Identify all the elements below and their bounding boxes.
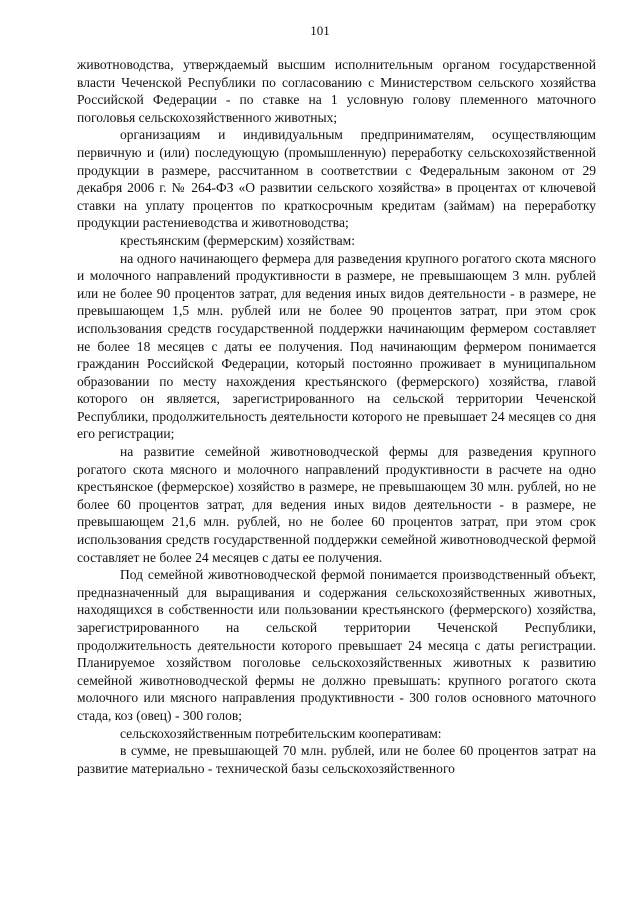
body-text — [77, 56, 596, 777]
page-number: 101 — [310, 23, 330, 38]
paragraph-3: крестьянским (фермерским) хозяйствам: — [120, 232, 356, 248]
paragraph-5: на развитие семейной животноводческой фермы для разведения крупного рогатого скота мясного и молочного направлений продуктивности в расчете на одно крестьянское (фермерское) хозяйство в размере, не превышающем 30 млн. рублей, но не более 60 процентов затрат, для ведения иных видов деятельности - в размере, не превышающем 21,6 млн. рублей, но не более 60 процентов затрат, при этом срок использования средств государственной поддержки семейной животноводческой фермой составляет не более 24 месяцев с даты ее получения. — [77, 444, 596, 565]
paragraph-8: в сумме, не превышающей 70 млн. рублей, или не более 60 процентов затрат на развитие материально - технической базы сельскохозяйственного — [77, 743, 596, 776]
paragraph-4: на одного начинающего фермера для разведения крупного рогатого скота мясного и молочного направлений продуктивности в размере, не превышающем 3 млн. рублей или не более 90 процентов затрат, для ведения иных видов деятельности - в размере, не превышающем 1,5 млн. рублей или не более 90 процентов затрат, при этом срок использования средств государственной поддержки начинающим фермером составляет не более 18 месяцев с даты ее получения. Под начинающим фермером понимается гражданин Российской Федерации, который постоянно проживает в муниципальном образовании по месту нахождения крестьянского (фермерского) хозяйства, главой которого он является, зарегистрированного на сельской территории Чеченской Республики, продолжительность деятельности которого не превышает 24 месяцев со дня его регистрации; — [77, 250, 596, 442]
paragraph-2: организациям и индивидуальным предпринимателям, осуществляющим первичную и (или) последующую (промышленную) переработку сельскохозяйственной продукции в размере, рассчитанном в соответствии с Федеральным законом от 29 декабря 2006 г. № 264-ФЗ «О развитии сельского хозяйства» в процентах от ключевой ставки на уплату процентов по краткосрочным кредитам (займам) на переработку продукции растениеводства и животноводства; — [77, 127, 596, 231]
paragraph-6: Под семейной животноводческой фермой понимается производственный объект, предназначенный для выращивания и содержания сельскохозяйственных животных, находящихся в собственности или пользовании крестьянского (фермерского) хозяйства, зарегистрированного на сельской территории Чеченской Республики, продолжительность деятельности которого превышает 24 месяца с даты регистрации. Планируемое хозяйством поголовье сельскохозяйственных животных к развитию семейной животноводческой фермы не должно превышать: крупного рогатого скота молочного или мясного направления продуктивности - 300 голов основного маточного стада, коз (овец) - 300 голов; — [77, 567, 596, 723]
paragraph-1: животноводства, утверждаемый высшим исполнительным органом государственной власти Чеченской Республики по согласованию с Министерством сельского хозяйства Российской Федерации - по ставке на 1 условную голову племенного маточного поголовья сельскохозяйственного животных; — [77, 57, 596, 125]
paragraph-7: сельскохозяйственным потребительским кооперативам: — [120, 725, 442, 741]
